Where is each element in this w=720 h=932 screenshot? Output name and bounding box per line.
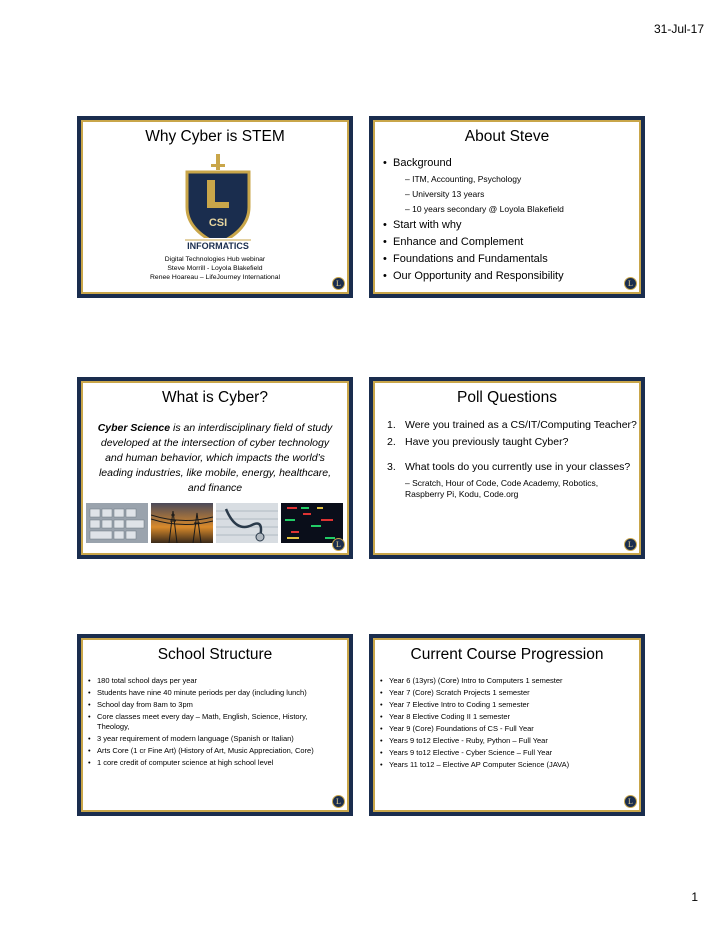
loyola-corner-logo: L bbox=[624, 277, 637, 290]
sub-bullet-item: – 10 years secondary @ Loyola Blakefield bbox=[405, 204, 564, 214]
bullet-item: • Year 7 Elective Intro to Coding 1 semester bbox=[375, 700, 633, 710]
bullet-item: • Year 6 (13yrs) (Core) Intro to Computers 1 semester bbox=[375, 676, 633, 686]
credit-line: Digital Technologies Hub webinar bbox=[164, 256, 266, 263]
bullet-item: • Year 8 Elective Coding II 1 semester bbox=[375, 712, 633, 722]
definition-term: Cyber Science bbox=[97, 422, 171, 434]
question-number: 3. bbox=[387, 461, 396, 473]
bullet-item: • Students have nine 40 minute periods per day (including lunch) bbox=[83, 688, 339, 698]
bullet-item: • Core classes meet every day – Math, English, Science, History, Theology, bbox=[83, 712, 339, 732]
bullet-item: • Our Opportunity and Responsibility bbox=[375, 270, 639, 283]
loyola-corner-logo: L bbox=[624, 538, 637, 551]
slide-content bbox=[81, 638, 349, 812]
slide-poll-questions bbox=[369, 377, 645, 559]
slide-content bbox=[81, 120, 349, 294]
bullet-item: • 3 year requirement of modern language (Spanish or Italian) bbox=[83, 734, 339, 744]
bullet-list bbox=[375, 157, 639, 287]
slide-what-is-cyber bbox=[77, 377, 353, 559]
sub-bullet-item: – University 13 years bbox=[405, 189, 485, 199]
slide-school-structure bbox=[77, 634, 353, 816]
question-text: What tools do you currently use in your classes? bbox=[405, 461, 631, 473]
page-date: 31-Jul-17 bbox=[653, 22, 704, 36]
slide-title: Current Course Progression bbox=[410, 646, 604, 663]
slide-title: School Structure bbox=[157, 646, 273, 663]
slide-content bbox=[373, 638, 641, 812]
logo-banner: INFORMATICS bbox=[187, 241, 249, 251]
definition-text: is an interdisciplinary field of study developed at the intersection of cyber technology and human behavior, which impacts the world’s leading industries, like mobile, energy, healthcare, and finance bbox=[98, 422, 333, 494]
bullet-list bbox=[375, 676, 633, 772]
bullet-item: • 180 total school days per year bbox=[83, 676, 339, 686]
poll-question bbox=[375, 436, 639, 449]
industry-photo-strip bbox=[86, 503, 343, 543]
bullet-item: • Years 9 to12 Elective - Ruby, Python – Full Year bbox=[375, 736, 633, 746]
question-number: 2. bbox=[387, 436, 396, 448]
slide-credits bbox=[83, 255, 347, 282]
bullet-item: • 1 core credit of computer science at high school level bbox=[83, 758, 339, 768]
page-number: 1 bbox=[691, 890, 698, 904]
bullet-item: • Enhance and Complement bbox=[375, 236, 639, 249]
poll-question-list bbox=[375, 419, 639, 504]
sub-bullet-item: – ITM, Accounting, Psychology bbox=[405, 174, 522, 184]
logo-text: CSI bbox=[208, 217, 228, 229]
loyola-corner-logo: L bbox=[624, 795, 637, 808]
poll-question bbox=[375, 461, 639, 474]
loyola-corner-logo: L bbox=[332, 277, 345, 290]
loyola-corner-logo: L bbox=[332, 538, 345, 551]
question-text: Were you trained as a CS/IT/Computing Teacher? bbox=[405, 419, 637, 431]
poll-question bbox=[375, 419, 639, 432]
slide-title: Poll Questions bbox=[457, 389, 557, 406]
keyboard-photo bbox=[86, 503, 148, 543]
bullet-item: • Foundations and Fundamentals bbox=[375, 253, 639, 266]
stock-board-photo bbox=[281, 503, 343, 543]
slide-title: About Steve bbox=[464, 128, 550, 145]
power-lines-photo bbox=[151, 503, 213, 543]
bullet-item: • Background bbox=[375, 157, 639, 170]
credit-line: Steve Morrill - Loyola Blakefield bbox=[167, 265, 263, 272]
stethoscope-photo bbox=[216, 503, 278, 543]
bullet-item: • Arts Core (1 cr Fine Art) (History of Art, Music Appreciation, Core) bbox=[83, 746, 339, 756]
poll-question-sub: – Scratch, Hour of Code, Code Academy, Robotics, Raspberry Pi, Kodu, Code.org bbox=[405, 478, 599, 499]
bullet-item: • Year 7 (Core) Scratch Projects 1 semester bbox=[375, 688, 633, 698]
bullet-list bbox=[83, 676, 339, 770]
slide-current-course-progression bbox=[369, 634, 645, 816]
bullet-item: • Year 9 (Core) Foundations of CS - Full Year bbox=[375, 724, 633, 734]
credit-line: Renee Hoareau – LifeJourney International bbox=[150, 274, 280, 281]
slide-title: What is Cyber? bbox=[162, 389, 268, 406]
slide-about-steve bbox=[369, 116, 645, 298]
slide-content bbox=[373, 381, 641, 555]
cyber-science-definition bbox=[95, 421, 335, 496]
loyola-corner-logo: L bbox=[332, 795, 345, 808]
bullet-item: • School day from 8am to 3pm bbox=[83, 700, 339, 710]
slide-title: Why Cyber is STEM bbox=[145, 128, 285, 145]
slide-content bbox=[373, 120, 641, 294]
question-text: Have you previously taught Cyber? bbox=[405, 436, 569, 448]
slide-content bbox=[81, 381, 349, 555]
bullet-item: • Start with why bbox=[375, 219, 639, 232]
question-number: 1. bbox=[387, 419, 396, 431]
bullet-item: • Years 11 to12 – Elective AP Computer Science (JAVA) bbox=[375, 760, 633, 770]
csi-informatics-logo bbox=[177, 152, 259, 252]
bullet-item: • Years 9 to12 Elective - Cyber Science – Full Year bbox=[375, 748, 633, 758]
slide-why-cyber-is-stem bbox=[77, 116, 353, 298]
